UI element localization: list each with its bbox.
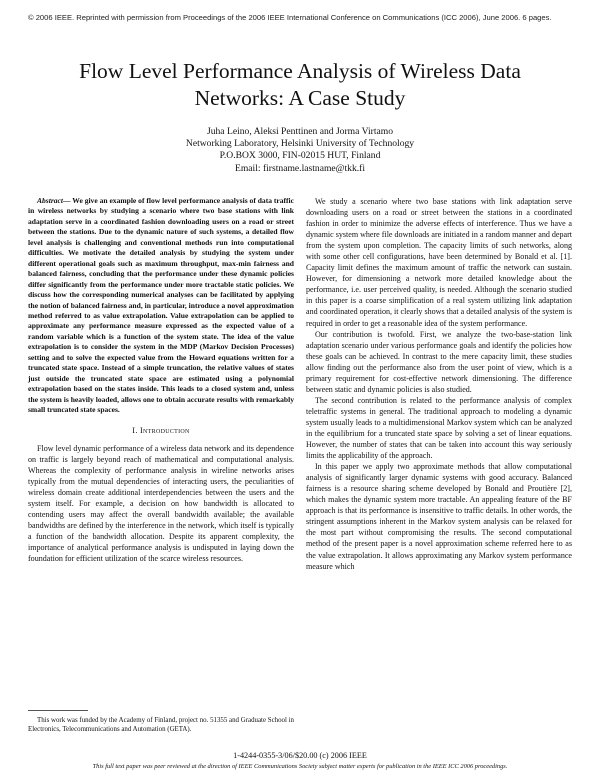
copyright-notice: © 2006 IEEE. Reprinted with permission from Proceedings of the 2006 IEEE International Conference on Communications (ICC 2006), June 2006. 6 pages.	[28, 13, 552, 22]
abstract-body: — We give an example of flow level performance analysis of data traffic in wireless networks by studying a scenario where two base stations with link adaptation serve in a coordinated fashion downloading users on a road or street between the stations. Due to the dynamic nature of such systems, a detailed flow level analysis is challenging and conventional methods run into computational difficulties. We motivate the detailed analysis by studying the system under different operational goals such as maximum throughput, max-min fairness and balanced fairness, concluding that the performance under these dynamic policies differ significantly from the performance under more tractable static policies. We discuss how the corresponding numerical analyses can be facilitated by applying the notion of balanced fairness and, in particular, introduce a novel approximation method referred to as value extrapolation. Value extrapolation can be applied to approximate any performance measure expressed as the expected value of a random variable which is a function of the system state. The idea of the value extrapolation is to consider the system in the MDP (Markov Decision Processes) setting and to solve the expected value from the Howard equations written for a truncated state space. Instead of a simple truncation, the relative values of states just outside the truncated state space are estimated using a polynomial extrapolation based on the states inside. This leads to a closed system and, unless the system is heavily loaded, allows one to obtain accurate results with remarkably small truncated state spaces.	[28, 196, 294, 415]
affiliation-lab: Networking Laboratory, Helsinki University of Technology	[185, 138, 415, 150]
peer-review-disclaimer: This full text paper was peer reviewed at the direction of IEEE Communications Society subject matter experts for publication in the IEEE ICC 2006 proceedings.	[92, 763, 508, 770]
title-line-2: Networks: A Case Study	[194, 86, 406, 110]
right-column	[306, 196, 572, 572]
section-heading-introduction: I. Introduction	[132, 425, 190, 435]
isbn-line: 1-4244-0355-3/06/$20.00 (c) 2006 IEEE	[233, 751, 367, 760]
paper-title	[20, 58, 580, 112]
footnote-text: This work was funded by the Academy of Finland, project no. 51355 and Graduate School in Electronics, Telecommunications and Automation (GETA).	[28, 717, 294, 733]
right-paragraph-4: In this paper we apply two approximate methods that allow computational analysis of significantly larger dynamic systems with good accuracy. Balanced fairness is a resource sharing scheme developed by Bonald and Proutière [2], which makes the dynamic system more tractable. An appealing feature of the BF approach is that its performance is insensitive to traffic details. In other words, the stringent assumptions inherent in the Markov system analysis can be relaxed for the most part without compromising the results. The second computational method of the present paper is a novel approximation scheme referred here to as the value extrapolation. It allows approximating any Markov system performance measure which	[306, 462, 572, 571]
author-block	[60, 126, 540, 175]
affiliation-address: P.O.BOX 3000, FIN-02015 HUT, Finland	[219, 150, 381, 162]
abstract-lead: Abstract	[37, 196, 63, 205]
funding-footnote	[28, 716, 294, 734]
author-names: Juha Leino, Aleksi Penttinen and Jorma Virtamo	[206, 126, 394, 137]
right-paragraph-1: We study a scenario where two base stations with link adaptation serve downloading users on a road or street between the stations in a coordinated fashion in order to minimize the adverse effects of interference. Thus we have a dynamic system where file downloads are initiated in a random manner and depart from the system upon completion. The capacity limits of such networks, along with some other cell configurations, have been determined by Bonald et al. [1]. Capacity limit defines the maximum amount of traffic the network can sustain. However, for dimensioning a network more detailed knowledge about the performance, i.e. user perceived quality, is needed. Although the scenario studied in this paper is a coarse simplification of a real system utilizing link adaptation and coordinated operation, it clearly shows that a detailed analysis of the system is required in order to get a reasonable idea of the system performance.	[306, 197, 572, 328]
abstract	[28, 196, 294, 416]
right-paragraph-3: The second contribution is related to the performance analysis of complex teletraffic systems in general. The traditional approach to modeling a dynamic system usually leads to a multidimensional Markov system which can be analyzed in the equilibrium for a truncated state space by solving a set of linear equations. However, the number of states that can be taken into account this way seriously limits the applicability of the approach.	[306, 395, 572, 461]
title-line-1: Flow Level Performance Analysis of Wireless Data	[79, 59, 521, 83]
author-email: Email: firstname.lastname@tkk.fi	[234, 162, 366, 174]
left-column	[28, 196, 294, 564]
right-paragraph-2: Our contribution is twofold. First, we analyze the two-base-station link adaptation scenario under various performance goals and identify the policies how these goals can be achieved. In contrast to the mere capacity limit, these studies allow finding out the performance also from the user point of view, which is a primary requirement for cost-effective network dimensioning. The difference between static and dynamic policies is also studied.	[306, 329, 572, 394]
intro-paragraph-1: Flow level dynamic performance of a wireless data network and its dependence on traffic is largely beyond reach of mathematical and computational analysis. Whereas the complexity of performance analysis in wireline networks arises typically from the mutual dependencies of interacting users, the peculiarities of wireless domain create additional interdependencies between the users and the system itself. For example, a decision on how bandwidth is allocated to contending users may affect the overall bandwidth available; the available bandwidths are defined by the interference in the network, which itself is typically a function of the bandwidth allocation. Despite its apparent complexity, the importance of analytical performance analysis is undisputed in laying down the foundation for efficient utilization of the scarce wireless resources.	[28, 443, 294, 564]
